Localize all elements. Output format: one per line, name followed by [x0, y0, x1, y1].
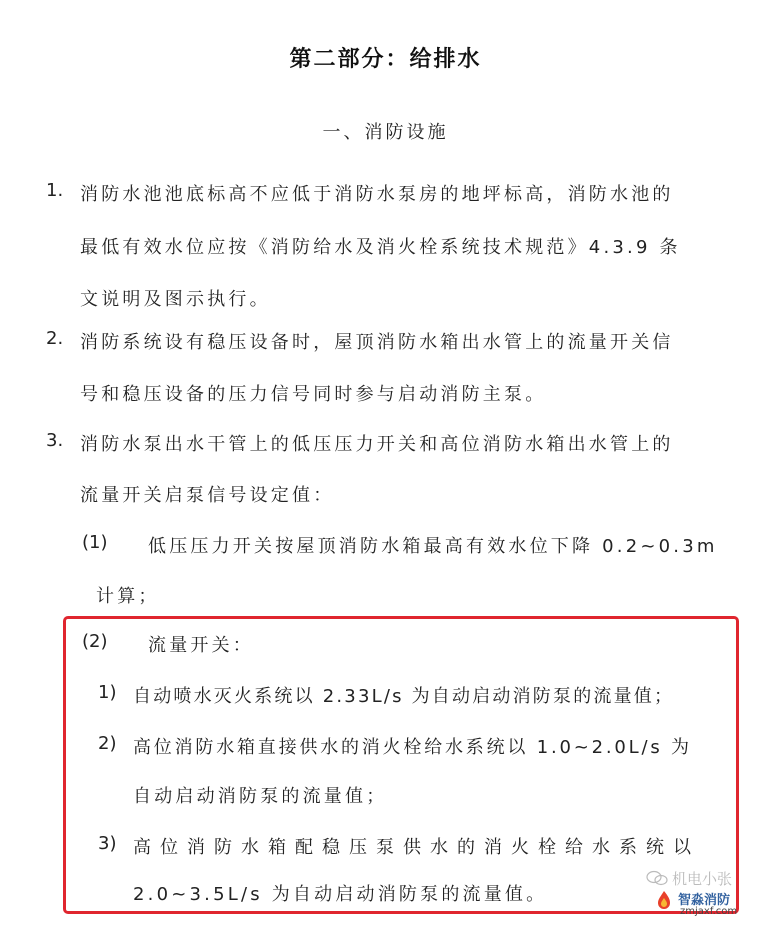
watermark-behind-text: 机电小张	[672, 870, 733, 888]
item-3-number: 3.	[46, 430, 64, 451]
sub-2-label: 流量开关：	[148, 635, 254, 656]
watermark-logo-icon	[654, 890, 674, 910]
wechat-icon	[646, 870, 668, 886]
item-1-line-3: 文说明及图示执行。	[80, 289, 271, 310]
item-3-line-1: 消防水泵出水干管上的低压压力开关和高位消防水箱出水管上的	[80, 434, 674, 455]
highlight-box	[63, 616, 739, 914]
sub-1-line-1: 低压压力开关按屋顶消防水箱最高有效水位下降 0.2~0.3m	[148, 536, 718, 557]
flow-item-2-line-1: 高位消防水箱直接供水的消火栓给水系统以 1.0~2.0L/s 为	[133, 737, 692, 758]
flow-item-2-line-2: 自动启动消防泵的流量值；	[133, 786, 388, 807]
watermark-url: zmjaxf.com	[680, 906, 738, 917]
sub-1-number: (1)	[82, 532, 108, 553]
item-2-line-1: 消防系统设有稳压设备时，屋顶消防水箱出水管上的流量开关信	[80, 332, 674, 353]
flow-item-1-line-1: 自动喷水灭火系统以 2.33L/s 为自动启动消防泵的流量值；	[133, 686, 675, 707]
flow-item-2-number: 2)	[98, 733, 117, 754]
flow-item-3-line-2: 2.0~3.5L/s 为自动启动消防泵的流量值。	[133, 884, 548, 905]
item-1-number: 1.	[46, 180, 64, 201]
watermark	[648, 866, 760, 920]
item-2-number: 2.	[46, 328, 64, 349]
flow-item-1-number: 1)	[98, 682, 117, 703]
sub-1-line-2: 计算；	[96, 586, 160, 607]
item-1-line-1: 消防水池池底标高不应低于消防水泵房的地坪标高，消防水池的	[80, 184, 674, 205]
item-2-line-2: 号和稳压设备的压力信号同时参与启动消防主泵。	[80, 384, 547, 405]
item-1-line-2: 最低有效水位应按《消防给水及消火栓系统技术规范》4.3.9 条	[80, 237, 681, 258]
flow-item-3-line-1: 高位消防水箱配稳压泵供水的消火栓给水系统以	[133, 837, 700, 858]
watermark-brand: 智淼消防	[678, 893, 731, 908]
sub-2-number: (2)	[82, 631, 108, 652]
section-heading: 一、消防设施	[322, 122, 449, 143]
page-title: 第二部分：给排水	[289, 47, 482, 72]
flow-item-3-number: 3)	[98, 833, 117, 854]
item-3-line-2: 流量开关启泵信号设定值：	[80, 485, 335, 506]
